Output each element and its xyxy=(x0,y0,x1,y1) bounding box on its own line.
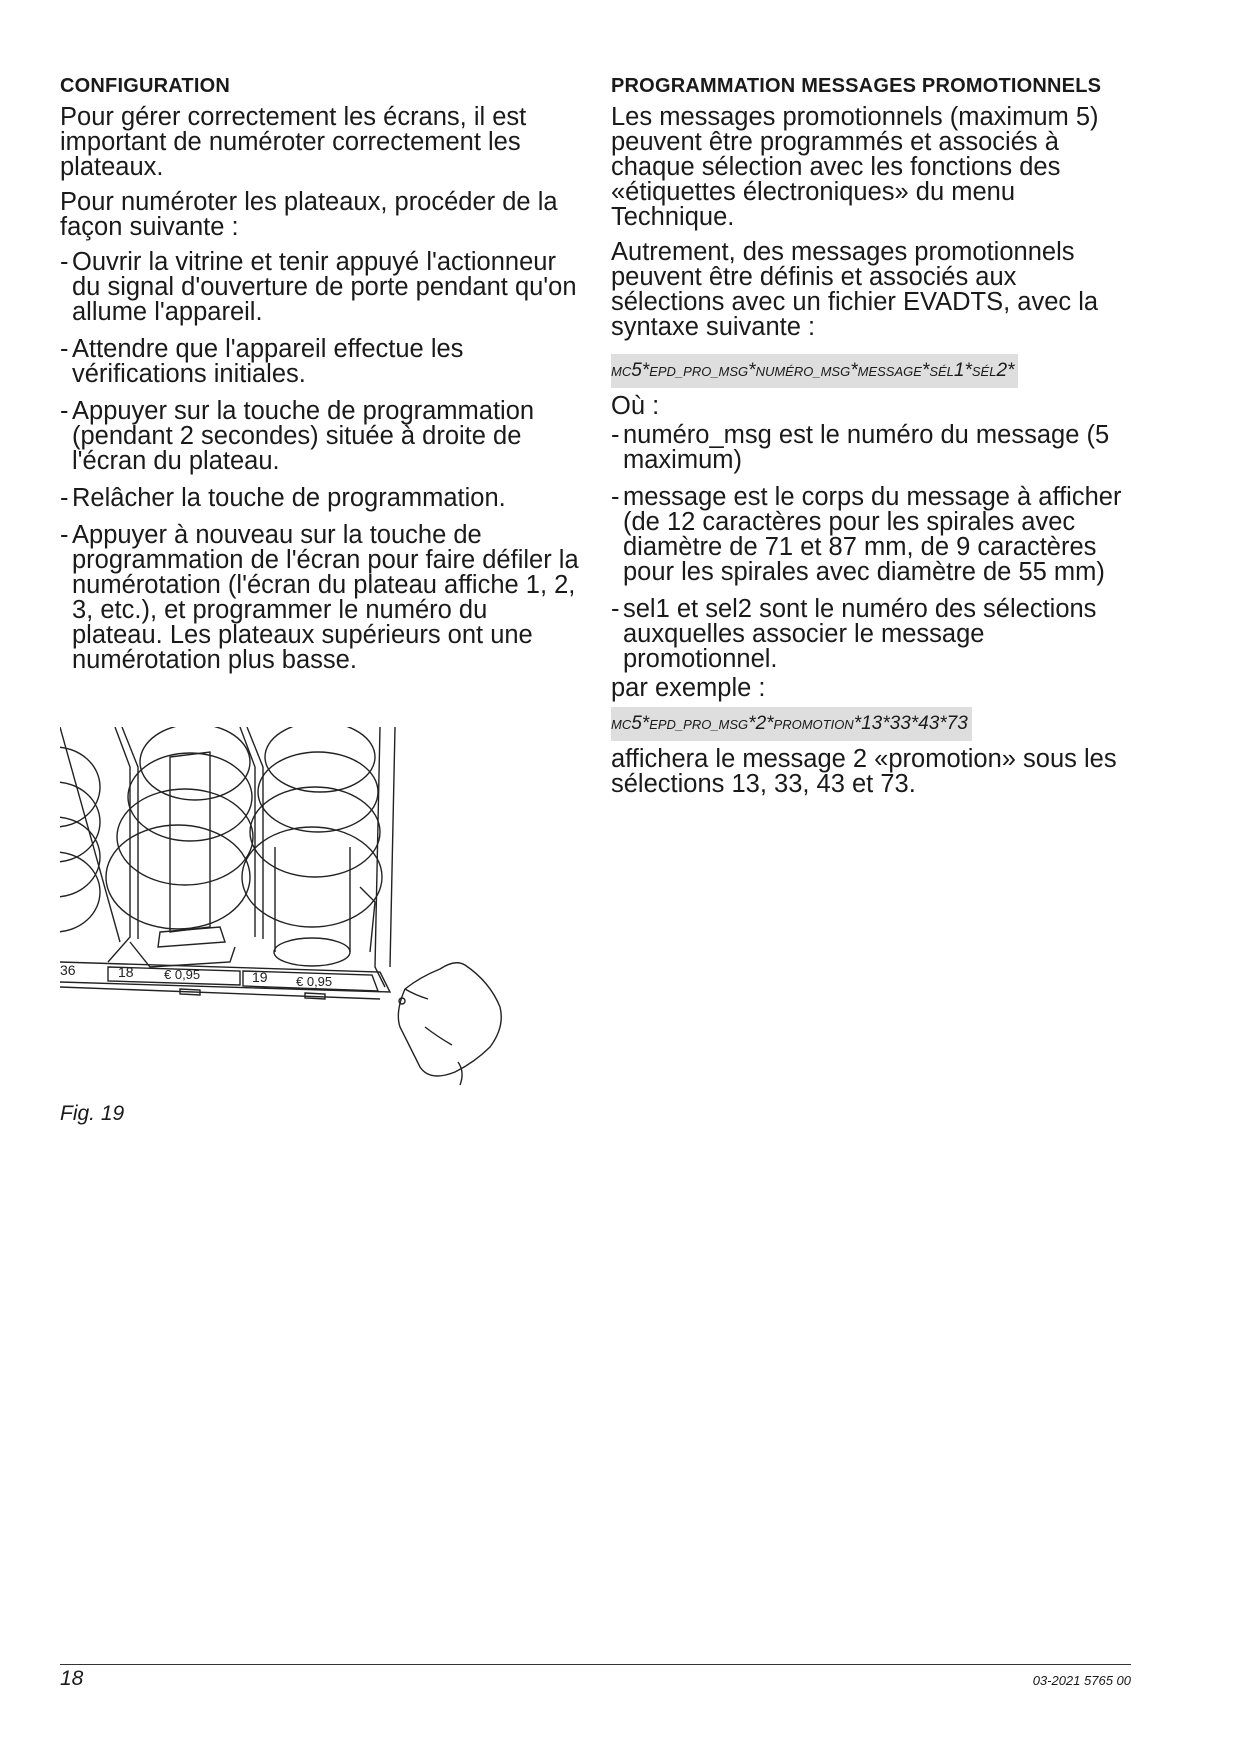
figure-label-18: 18 xyxy=(118,964,134,980)
definition-item: - message est le corps du message à afficher (de 12 caractères pour les spirales avec diamètre de 71 et 87 mm, de 9 caractères pour les spirales avec diamètre de 55 mm) xyxy=(611,483,1122,586)
figure-label-19: 19 xyxy=(252,969,268,985)
promo-messages-heading: PROGRAMMATION MESSAGES PROMOTIONNELS xyxy=(611,75,1102,97)
promo-intro: Les messages promotionnels (maximum 5) peuvent être programmés et associés à chaque sélection avec les fonctions des «étiquettes électroniques» du menu Technique. xyxy=(611,103,1099,231)
step-item: - Attendre que l'appareil effectue les vérifications initiales. xyxy=(60,335,464,388)
configuration-heading: CONFIGURATION xyxy=(60,75,230,97)
document-reference: 03-2021 5765 00 xyxy=(1032,1673,1131,1688)
left-column xyxy=(60,72,580,685)
configuration-procedure-intro: Pour numéroter les plateaux, procéder de la façon suivante : xyxy=(60,188,558,241)
example-result: affichera le message 2 «promotion» sous les sélections 13, 33, 43 et 73. xyxy=(611,745,1117,798)
step-item: - Appuyer sur la touche de programmation (pendant 2 secondes) située à droite de l'écran du plateau. xyxy=(60,397,535,475)
example-code: MC5*EPD_PRO_MSG*2*PROMOTION*13*33*43*73 xyxy=(611,707,972,741)
page-number: 18 xyxy=(60,1667,84,1690)
step-item: - Appuyer à nouveau sur la touche de programmation de l'écran pour faire défiler la numérotation (l'écran du plateau affiche 1, 2, 3, etc.), et programmer le numéro du plateau. Les plateaux supérieurs ont une numérotation plus basse. xyxy=(60,521,579,674)
figure-label-36: 36 xyxy=(60,962,76,978)
syntax-definitions xyxy=(611,423,1131,672)
figure-label-price-19: € 0,95 xyxy=(296,974,333,989)
figure-caption: Fig. 19 xyxy=(60,1102,125,1125)
configuration-steps xyxy=(60,250,580,673)
step-item: - Relâcher la touche de programmation. xyxy=(60,484,506,512)
figure-19-tray-illustration xyxy=(60,727,530,1092)
syntax-code: MC5*EPD_PRO_MSG*NUMÉRO_MSG*MESSAGE*SÉL1*SÉL2* xyxy=(611,354,1018,388)
right-column xyxy=(611,72,1131,807)
where-label: Où : xyxy=(611,392,660,420)
example-label: par exemple : xyxy=(611,674,766,702)
figure-label-price-18: € 0,95 xyxy=(164,967,201,982)
definition-item: - sel1 et sel2 sont le numéro des sélections auxquelles associer le message promotionnel. xyxy=(611,595,1097,673)
definition-item: - numéro_msg est le numéro du message (5 maximum) xyxy=(611,421,1110,474)
promo-evadts-intro: Autrement, des messages promotionnels peuvent être définis et associés aux sélections avec un fichier EVADTS, avec la syntaxe suivante : xyxy=(611,238,1099,341)
footer-divider xyxy=(60,1664,1131,1665)
step-item: - Ouvrir la vitrine et tenir appuyé l'actionneur du signal d'ouverture de porte pendant qu'on allume l'appareil. xyxy=(60,248,577,326)
configuration-intro: Pour gérer correctement les écrans, il est important de numéroter correctement les plateaux. xyxy=(60,103,527,181)
